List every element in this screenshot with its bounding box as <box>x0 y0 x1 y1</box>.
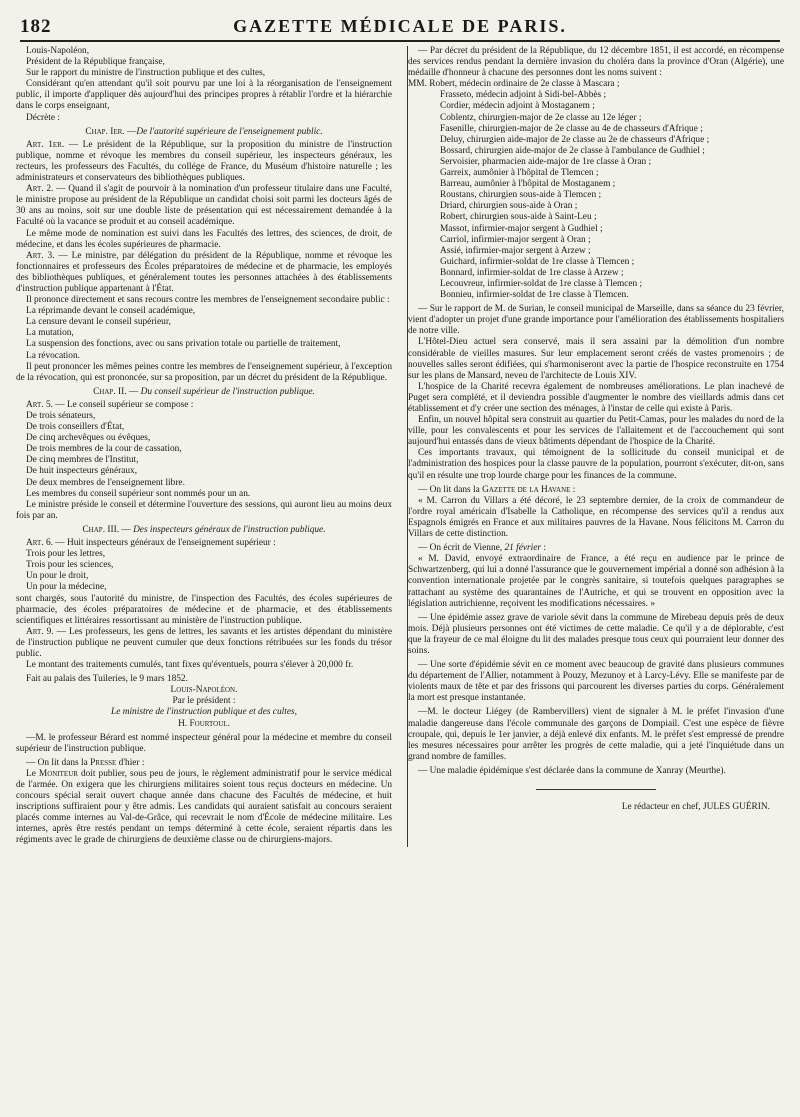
recipient-item: Barreau, aumônier à l'hôpital de Mostaganem ; <box>440 179 616 190</box>
david-news: « M. David, envoyé extraordinaire de France, a été reçu en audience par le prince de Schwartzenberg, qui lui a donné l'assurance que le gouvernement impérial a donné son adhésion à la convention internationale projetée par le congrès sanitaire, si toutefois quelques paragraphes se rattachant au système des quarantaines de l'Autriche, et qui se trouvent en opposition avec la législation autrichienne, reçoivent les modifications nécessaires. » <box>408 554 784 609</box>
article-5-paragraph: Le ministre préside le conseil et détermine l'ouverture des sessions, qui auront lieu au moins deux fois par an. <box>16 499 392 521</box>
article-1: Art. 1er. — Le président de la République, sur la proposition du ministre de l'instruction publique, nomme et révoque les membres du conseil supérieur, les inspecteurs généraux, les recteurs, les professeurs des Facultés, du collége de France, du Muséum d'histoire naturelle ; les administrateurs et conservateurs des bibliothèques publiques. <box>16 139 392 184</box>
hotel-dieu-paragraph: L'Hôtel-Dieu actuel sera conservé, mais il sera assaini par la démolition d'un nombre considérable de vieilles masures. Sur leur emplacement seront créés de vastes promenoirs ; de nouvelles salles seront édifiées, qui s'harmoniseront avec la partie de l'hospice reconstruite en 1754 sur les plans de Mansard, neveu de l'architecte de Louis XIV. <box>408 337 784 381</box>
opening-line: Président de la République française, <box>26 57 165 68</box>
variole-news: — Une épidémie assez grave de variole sévit dans la commune de Mirebeau depuis près de deux mois. Déjà plusieurs personnes ont été victimes de cette maladie. Ce qu'il y a de déplorable, c'est que la frayeur de ce mal éloigne du lit des malades presque tous ceux qui pourraient leur donner des soins. <box>408 612 784 656</box>
columns <box>16 46 784 847</box>
page-header <box>20 14 780 42</box>
council-member-item: De trois conseillers d'État, <box>26 422 125 433</box>
article-2-paragraph: Le même mode de nomination est suivi dans les Facultés des lettres, des sciences, de droit, de médecine, et dans les écoles supérieures de pharmacie. <box>16 228 392 250</box>
decree-date: Fait au palais des Tuileries, le 9 mars 1852. <box>26 674 188 685</box>
journal-title: GAZETTE MÉDICALE DE PARIS. <box>233 16 567 36</box>
recipient-item: Fasenille, chirurgien-major de 2e classe au 4e de chasseurs d'Afrique ; <box>440 123 703 134</box>
recipient-item: Bonnieu, infirmier-soldat de 1re classe à Tlemcen. <box>440 290 629 301</box>
recipient-item: Coblentz, chirurgien-major de 2e classe au 12e léger ; <box>440 112 642 123</box>
inspector-item: Trois pour les lettres, <box>26 549 106 560</box>
decree-signer: Louis-Napoléon. <box>170 685 238 696</box>
penalty-item: La censure devant le conseil supérieur, <box>26 317 171 328</box>
recipient-item: Driard, chirurgien sous-aide à Oran ; <box>440 201 578 212</box>
moniteur-article: Le Moniteur doit publier, sous peu de jours, le règlement administratif pour le service médical de l'armée. On exigera que les chirurgiens militaires soient tous reçus docteurs en médecine. Un concours spécial serait ouvert chaque année dans chacune des Facultés de médecine, et huit inscriptions suffiraient pour y être admis. Les candidats qui auraient satisfait au concours seraient placés comme internes au Val-de-Grâce, qui recevrait le nom d'École de médecine militaire. Les internes, après être restés pendant un temps déterminé à cette école, seraient répartis dans les régiments avec le grade de chirurgiens de deuxième classe ou de chirurgiens-majors. <box>16 768 392 846</box>
council-member-item: De huit inspecteurs généraux, <box>26 466 138 477</box>
left-column <box>16 46 400 847</box>
recipient-item: Robert, chirurgien sous-aide à Saint-Leu ; <box>440 212 597 223</box>
council-member-item: De cinq membres de l'Institut, <box>26 455 139 466</box>
recipient-item: Assié, infirmier-major sergent à Arzew ; <box>440 245 591 256</box>
penalty-item: La réprimande devant le conseil académique, <box>26 306 196 317</box>
berard-news: —M. le professeur Bérard est nommé inspecteur général pour la médecine et membre du conseil supérieur de l'instruction publique. <box>16 732 392 754</box>
medal-recipients-list <box>408 79 784 301</box>
petit-camas-paragraph: Enfin, un nouvel hôpital sera construit au quartier du Petit-Camas, pour les malades du nord de la ville, pour les convalescents et pour les services de l'allaitement et de l'accouchement qui sont aujourd'hui entassés dans de vieux bâtiments dépendant de l'hospice de la Charité. <box>408 415 784 448</box>
article-3: Art. 3. — Le ministre, par délégation du président de la République, nomme et révoque les fonctionnaires et professeurs des Écoles préparatoires de médecine et de pharmacie, les employés des bibliothèques publiques, et généralement toutes les personnes attachées à des établissements d'instruction publique appartenant à l'État. <box>16 250 392 294</box>
inspector-item: Un pour la médecine, <box>26 582 107 593</box>
penalty-item: La suspension des fonctions, avec ou sans privation totale ou partielle de traitement, <box>26 339 341 350</box>
article-5: Art. 5. — Le conseil supérieur se compose : <box>26 399 194 410</box>
penalty-item: La révocation. <box>26 350 80 361</box>
article-5-paragraph: Les membres du conseil supérieur sont nommés pour un an. <box>26 488 251 499</box>
column-divider <box>407 46 408 847</box>
decrete-line: Décrète : <box>26 112 60 123</box>
havane-intro: — On lit dans la Gazette de la Havane : <box>418 484 576 495</box>
right-column <box>400 46 784 847</box>
allier-news: — Une sorte d'épidémie sévit en ce moment avec beaucoup de gravité dans plusieurs communes du département de l'Allier, notamment à Pouzy, Mezunoy et à Larcy-Lévy. Elle se manifeste par de violents maux de tête et par des frissons qui parcourent les diverses parties du corps. Généralement la mort est presque instantanée. <box>408 660 784 704</box>
council-member-item: De trois sénateurs, <box>26 411 96 421</box>
article-9-paragraph: Le montant des traitements cumulés, tant fixes qu'éventuels, pourra s'élever à 20,000 fr. <box>26 660 354 671</box>
medal-decree: — Par décret du président de la République, du 12 décembre 1851, il est accordé, en récompense des services rendus pendant la dernière invasion du choléra dans la province d'Oran (Algérie), une médaille d'honneur à chacune des personnes dont les noms suivent : <box>408 46 784 79</box>
charite-paragraph: L'hospice de la Charité recevra également de nombreuses améliorations. Le plan inachevé de Puget sera complété, et il deviendra possible d'augmenter le nombre des vieillards admis dans cet établissement et d'y créer une section des ménages, à l'instar de celle qui existe à Paris. <box>408 381 784 414</box>
opening-line: Louis-Napoléon, <box>26 46 90 56</box>
article-6: Art. 6. — Huit inspecteurs généraux de l'enseignement supérieur : <box>26 538 276 549</box>
travaux-paragraph: Ces importants travaux, qui témoignent de la sollicitude du conseil municipal et de l'administration des hospices pour la classe pauvre de la population, pourront s'exécuter, dit-on, sans qu'il en résulte une trop lourde charge pour les finances de la commune. <box>408 448 784 481</box>
inspector-item: Un pour le droit, <box>26 571 89 582</box>
marseille-news: — Sur le rapport de M. de Surian, le conseil municipal de Marseille, dans sa séance du 23 février, vient d'adopter un projet d'une grande importance pour l'amélioration des établissements hospitaliers de notre ville. <box>408 304 784 337</box>
penalty-item: La mutation, <box>26 328 74 339</box>
decree-par: Par le président : <box>172 696 236 707</box>
recipient-item: Massot, infirmier-major sergent à Gudhiel ; <box>440 223 603 234</box>
recipient-item: Lecouvreur, infirmier-soldat de 1re classe à Tlemcen ; <box>440 278 643 289</box>
recipient-item: Bonnard, infirmier-soldat de 1re classe à Arzew ; <box>440 267 624 278</box>
recipient-item: Cordier, médecin adjoint à Mostaganem ; <box>440 101 595 112</box>
opening-line: Sur le rapport du ministre de l'instruction publique et des cultes, <box>26 68 266 79</box>
council-member-item: De trois membres de la cour de cassation, <box>26 444 182 455</box>
opening-paragraph: Considérant qu'en attendant qu'il soit pourvu par une loi à la réorganisation de l'enseignement public, il importe d'appliquer dès aujourd'hui des principes propres à rétablir l'ordre et la hiérarchie dans le corps enseignant, <box>16 79 392 112</box>
xanray-news: — Une maladie épidémique s'est déclarée dans la commune de Xanray (Meurthe). <box>418 765 726 776</box>
decree-countersigner: H. Fourtoul. <box>178 718 230 729</box>
recipient-item: Bossard, chirurgien aide-major de 2e classe à l'ambulance de Gudhiel ; <box>440 145 705 156</box>
recipient-item: Deluy, chirurgien aide-major de 2e classe au 2e de chasseurs d'Afrique ; <box>440 134 710 145</box>
closing-rule <box>536 789 656 790</box>
chapter-3-heading: Chap. III. — Des inspecteurs généraux de l'instruction publique. <box>82 524 326 535</box>
chapter-1-heading: Chap. Ier. —De l'autorité supérieure de l'enseignement public. <box>85 126 323 137</box>
recipient-item: Frasseto, médecin adjoint à Sidi-bel-Abbès ; <box>440 90 607 101</box>
article-3-paragraph: Il peut prononcer les mêmes peines contre les membres de l'enseignement supérieur, à l'exception de la révocation, qui est prononcée, sur sa proposition, par un décret du président de la République. <box>16 361 392 383</box>
article-6-paragraph: sont chargés, sous l'autorité du ministre, de l'inspection des Facultés, des écoles supérieures de pharmacie, des écoles préparatoires de médecine et de pharmacie, et des établissements scientifiques et littéraires ressortissant au ministère de l'instruction publique. <box>16 593 392 626</box>
liegey-news: —M. le docteur Liégey (de Rambervillers) vient de signaler à M. le préfet l'invasion d'une maladie dangereuse dans l'école communale des garçons de Dompiail. C'est une espèce de fièvre croupale, qui, depuis le 1er janvier, a déjà enlevé dix enfants. M. le préfet s'est empressé de prendre les mesures nécessaires pour arrêter les progrès de cette maladie, qui a jeté l'inquiétude dans un grand nombre de familles. <box>408 707 784 762</box>
recipient-item: Guichard, infirmier-soldat de 1re classe à Tlemcen ; <box>440 256 635 267</box>
page-number: 182 <box>20 16 52 37</box>
carron-news: « M. Carron du Villars a été décoré, le 23 septembre dernier, de la croix de commandeur de l'ordre royal américain d'Isabelle la Catholique, en récompense des services qu'il a rendus aux Espagnols émigrés en France et aux militaires pauvres de la Havane. Nous félicitons M. Carron du Villars de cette distinction. <box>408 495 784 540</box>
recipient-item: MM. Robert, médecin ordinaire de 2e classe à Mascara ; <box>408 79 620 90</box>
article-3-paragraph: Il prononce directement et sans recours contre les membres de l'enseignement secondaire public : <box>26 295 390 306</box>
presse-intro: — On lit dans la Presse d'hier : <box>26 757 145 768</box>
recipient-item: Roustans, chirurgien sous-aide à Tlemcen ; <box>440 190 602 201</box>
council-member-item: De deux membres de l'enseignement libre. <box>26 477 185 488</box>
editor-signature: Le rédacteur en chef, JULES GUÉRIN. <box>621 802 770 812</box>
inspector-item: Trois pour les sciences, <box>26 560 114 571</box>
chapter-2-heading: Chap. II. — Du conseil supérieur de l'instruction publique. <box>93 386 315 397</box>
article-2: Art. 2. — Quand il s'agit de pourvoir à la nomination d'un professeur titulaire dans une Faculté, le ministre propose au président de la République un candidat choisi soit parmi les docteurs âgés de 30 ans au moins, soit sur une double liste de présentation qui est nécessairement demandée à la Faculté où la vacance se produit et au conseil académique. <box>16 184 392 228</box>
recipient-item: Garreix, aumônier à l'hôpital de Tlemcen ; <box>440 168 599 179</box>
decree-minister: Le ministre de l'instruction publique et des cultes, <box>111 707 297 718</box>
article-9: Art. 9. — Les professeurs, les gens de lettres, les savants et les artistes dépendant du ministère de l'instruction publique ne peuvent cumuler que deux fonctions rétribuées sur les fonds du trésor public. <box>16 626 393 659</box>
vienne-intro: — On écrit de Vienne, 21 février : <box>418 543 546 554</box>
recipient-item: Servoisier, pharmacien aide-major de 1re classe à Oran ; <box>440 156 652 167</box>
recipient-item: Carriol, infirmier-major sergent à Oran ; <box>440 234 591 245</box>
council-member-item: De cinq archevêques ou évêques, <box>26 433 151 444</box>
